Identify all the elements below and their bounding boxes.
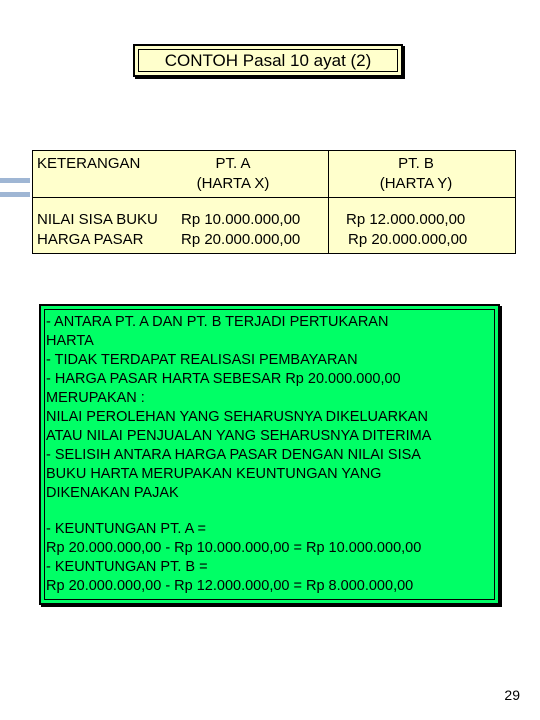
row-label: HARGA PASAR (37, 231, 144, 248)
note-line: - HARGA PASAR HARTA SEBESAR Rp 20.000.000,00 (46, 371, 401, 387)
note-line: - KEUNTUNGAN PT. B = (46, 559, 208, 575)
row-value-a: Rp 20.000.000,00 (181, 231, 301, 248)
table-divider (33, 197, 515, 198)
row-value-a: Rp 10.000.000,00 (181, 211, 301, 228)
header-harta-y: (HARTA Y) (379, 175, 453, 192)
decorative-bar (0, 178, 30, 183)
header-pt-b: PT. B (398, 155, 434, 172)
note-line: Rp 20.000.000,00 - Rp 10.000.000,00 = Rp 10.000.000,00 (46, 540, 422, 556)
explanation-box (39, 304, 500, 605)
note-line: - ANTARA PT. A DAN PT. B TERJADI PERTUKARAN (46, 314, 389, 330)
decorative-bar (0, 192, 30, 197)
note-line: - TIDAK TERDAPAT REALISASI PEMBAYARAN (46, 352, 358, 368)
note-line: DIKENAKAN PAJAK (46, 485, 179, 501)
header-harta-x: (HARTA X) (196, 175, 270, 192)
note-line: NILAI PEROLEHAN YANG SEHARUSNYA DIKELUARKAN (46, 409, 428, 425)
page-title: CONTOH Pasal 10 ayat (2) (164, 50, 372, 70)
title-box (133, 44, 403, 77)
note-line: HARTA (46, 333, 94, 349)
note-line: - SELISIH ANTARA HARGA PASAR DENGAN NILAI SISA (46, 447, 421, 463)
note-line: - KEUNTUNGAN PT. A = (46, 521, 206, 537)
note-line: BUKU HARTA MERUPAKAN KEUNTUNGAN YANG (46, 466, 382, 482)
row-label: NILAI SISA BUKU (37, 211, 158, 228)
comparison-table (32, 150, 516, 254)
note-line: MERUPAKAN : (46, 390, 145, 406)
page-number: 29 (504, 687, 520, 703)
header-pt-a: PT. A (215, 155, 251, 172)
row-value-b: Rp 20.000.000,00 (348, 231, 468, 248)
header-keterangan: KETERANGAN (37, 155, 141, 172)
note-line: Rp 20.000.000,00 - Rp 12.000.000,00 = Rp 8.000.000,00 (46, 578, 414, 594)
table-column-divider (328, 151, 329, 253)
row-value-b: Rp 12.000.000,00 (346, 211, 466, 228)
note-line: ATAU NILAI PENJUALAN YANG SEHARUSNYA DITERIMA (46, 428, 432, 444)
